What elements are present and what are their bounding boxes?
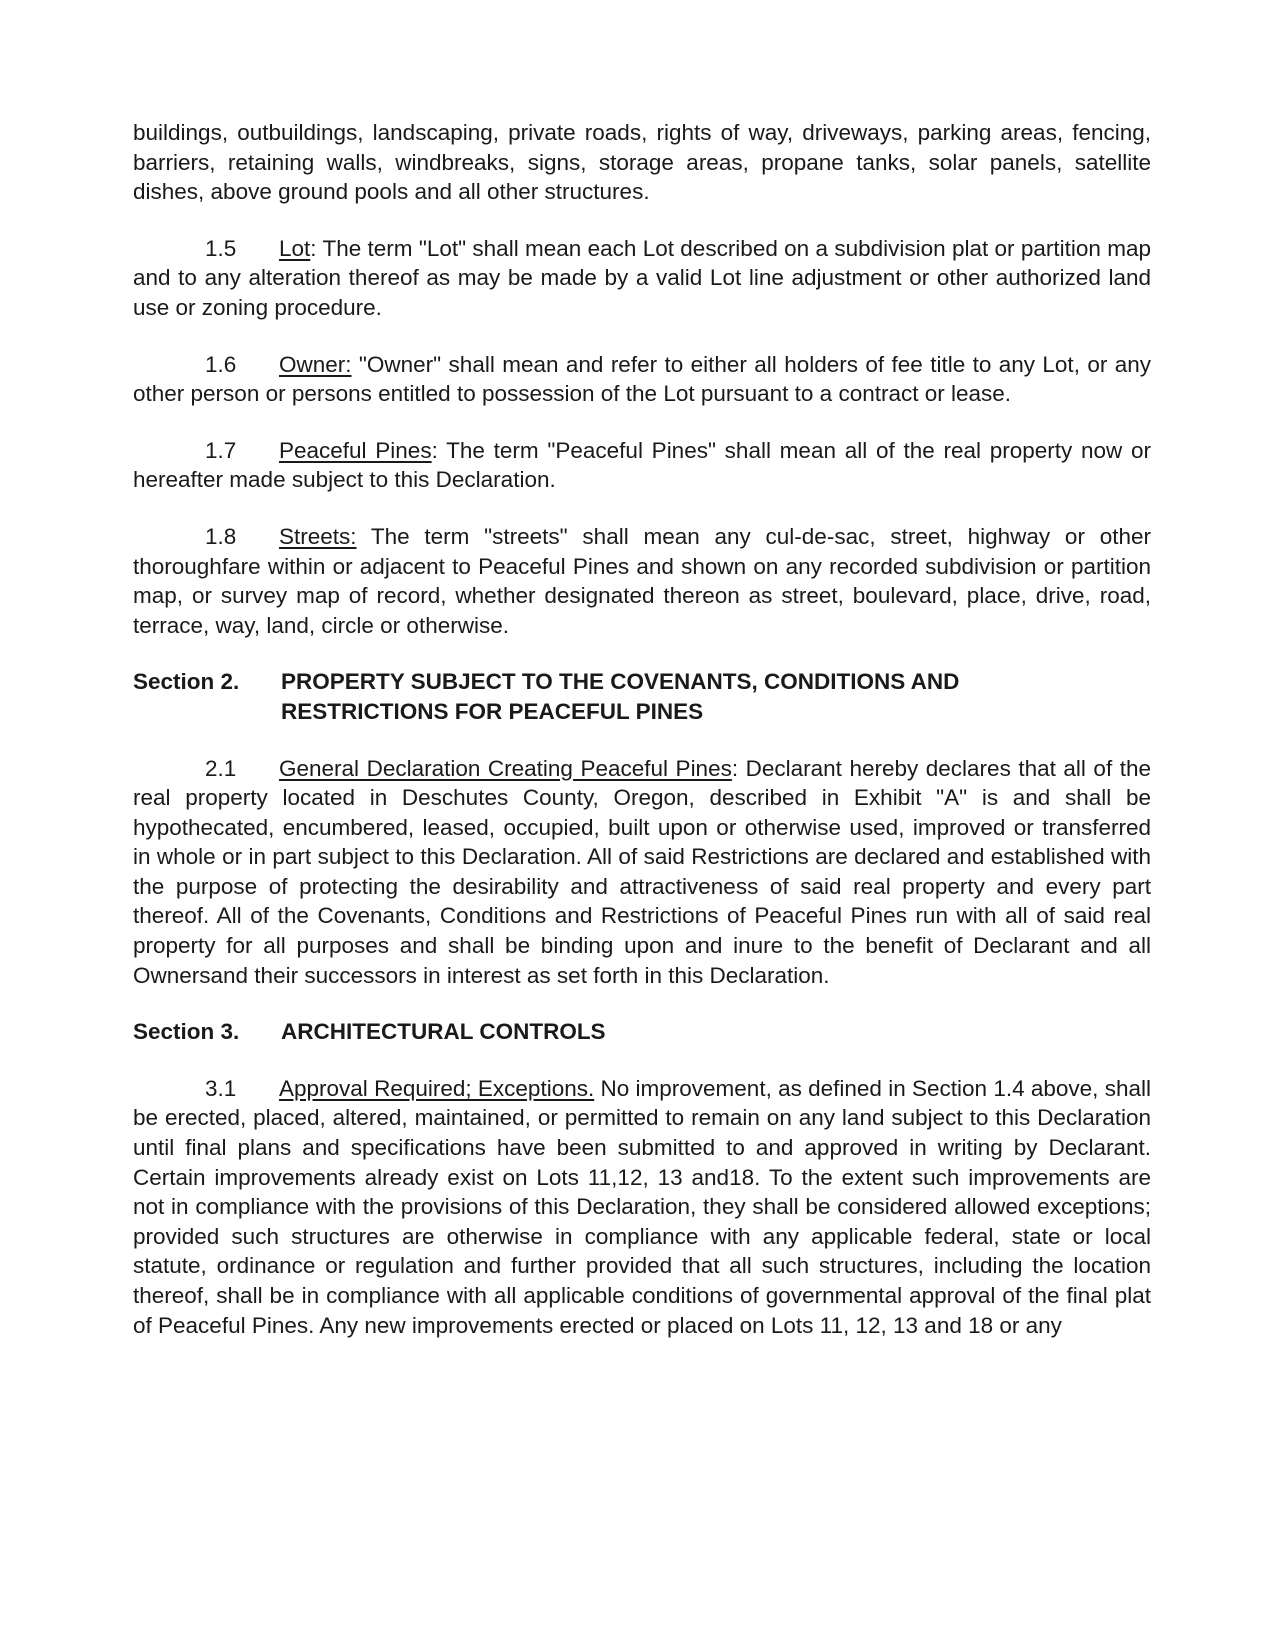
clause-text: The term "Peaceful Pines" shall mean all of the real property now or hereafter made subject to this Declaration. xyxy=(133,437,1151,493)
clause-number: 3.1 xyxy=(205,1075,237,1101)
clause-number: 1.7 xyxy=(205,437,237,463)
section-label: Section 2. xyxy=(133,669,240,695)
clause-text: The term "streets" shall mean any cul-de-sac, street, highway or other thoroughfare within or adjacent to Peaceful Pines and shown on any recorded subdivision or partition map, or survey map of record, whether designated thereon as street, boulevard, place, drive, road, terrace, way, land, circle or otherwise. xyxy=(133,523,1151,638)
clause-term: Owner: xyxy=(279,351,352,377)
intro-paragraph xyxy=(133,118,1151,207)
section-title-line-1: PROPERTY SUBJECT TO THE COVENANTS, CONDITIONS AND xyxy=(281,669,960,695)
definition-1-5 xyxy=(133,234,1151,323)
clause-separator: : xyxy=(431,437,438,463)
clause-number: 1.6 xyxy=(205,351,237,377)
clause-2-1 xyxy=(133,754,1151,991)
section-title-line-2: RESTRICTIONS FOR PEACEFUL PINES xyxy=(281,698,704,724)
clause-separator: : xyxy=(310,235,317,261)
section-label: Section 3. xyxy=(133,1019,240,1045)
clause-text: "Owner" shall mean and refer to either all holders of fee title to any Lot, or any other person or persons entitled to possession of the Lot pursuant to a contract or lease. xyxy=(133,351,1151,407)
clause-number: 2.1 xyxy=(205,755,237,781)
section-title xyxy=(281,667,1151,726)
document-page xyxy=(133,118,1151,1367)
definition-1-7 xyxy=(133,436,1151,495)
clause-term: General Declaration Creating Peaceful Pines xyxy=(279,755,732,781)
clause-term: Streets: xyxy=(279,523,357,549)
clause-text: No improvement, as defined in Section 1.4 above, shall be erected, placed, altered, maintained, or permitted to remain on any land subject to this Declaration until final plans and specifications have been submitted to and approved in writing by Declarant. Certain improvements already exist on Lots 11,12, 13 and18. To the extent such improvements are not in compliance with the provisions of this Declaration, they shall be considered allowed exceptions; provided such structures are otherwise in compliance with any applicable federal, state or local statute, ordinance or regulation and further provided that all such structures, including the location thereof, shall be in compliance with all applicable conditions of governmental approval of the final plat of Peaceful Pines. Any new improvements erected or placed on Lots 11, 12, 13 and 18 or any xyxy=(133,1075,1151,1338)
definition-1-6 xyxy=(133,350,1151,409)
section-3-heading xyxy=(133,1017,1151,1047)
intro-text: buildings, outbuildings, landscaping, private roads, rights of way, driveways, parking areas, fencing, barriers, retaining walls, windbreaks, signs, storage areas, propane tanks, solar panels, satellite dishes, above ground pools and all other structures. xyxy=(133,120,1151,205)
section-title: ARCHITECTURAL CONTROLS xyxy=(281,1019,606,1045)
clause-term: Lot xyxy=(279,235,311,261)
section-2-heading xyxy=(133,667,1151,726)
clause-term: Approval Required; Exceptions. xyxy=(279,1075,595,1101)
clause-text: The term "Lot" shall mean each Lot described on a subdivision plat or partition map and to any alteration thereof as may be made by a valid Lot line adjustment or other authorized land use or zoning procedure. xyxy=(133,235,1151,320)
clause-number: 1.5 xyxy=(205,235,237,261)
clause-term: Peaceful Pines xyxy=(279,437,432,463)
clause-3-1 xyxy=(133,1074,1151,1340)
definition-1-8 xyxy=(133,522,1151,640)
clause-separator: : xyxy=(731,755,739,781)
clause-number: 1.8 xyxy=(205,523,237,549)
clause-text: Declarant hereby declares that all of the real property located in Deschutes County, Oregon, described in Exhibit "A" is and shall be hypothecated, encumbered, leased, occupied, built upon or otherwise used, improved or transferred in whole or in part subject to this Declaration. All of said Restrictions are declared and established with the purpose of protecting the desirability and attractiveness of said real property and every part thereof. All of the Covenants, Conditions and Restrictions of Peaceful Pines run with all of said real property for all purposes and shall be binding upon and inure to the benefit of Declarant and all Ownersand their successors in interest as set forth in this Declaration. xyxy=(133,755,1151,988)
